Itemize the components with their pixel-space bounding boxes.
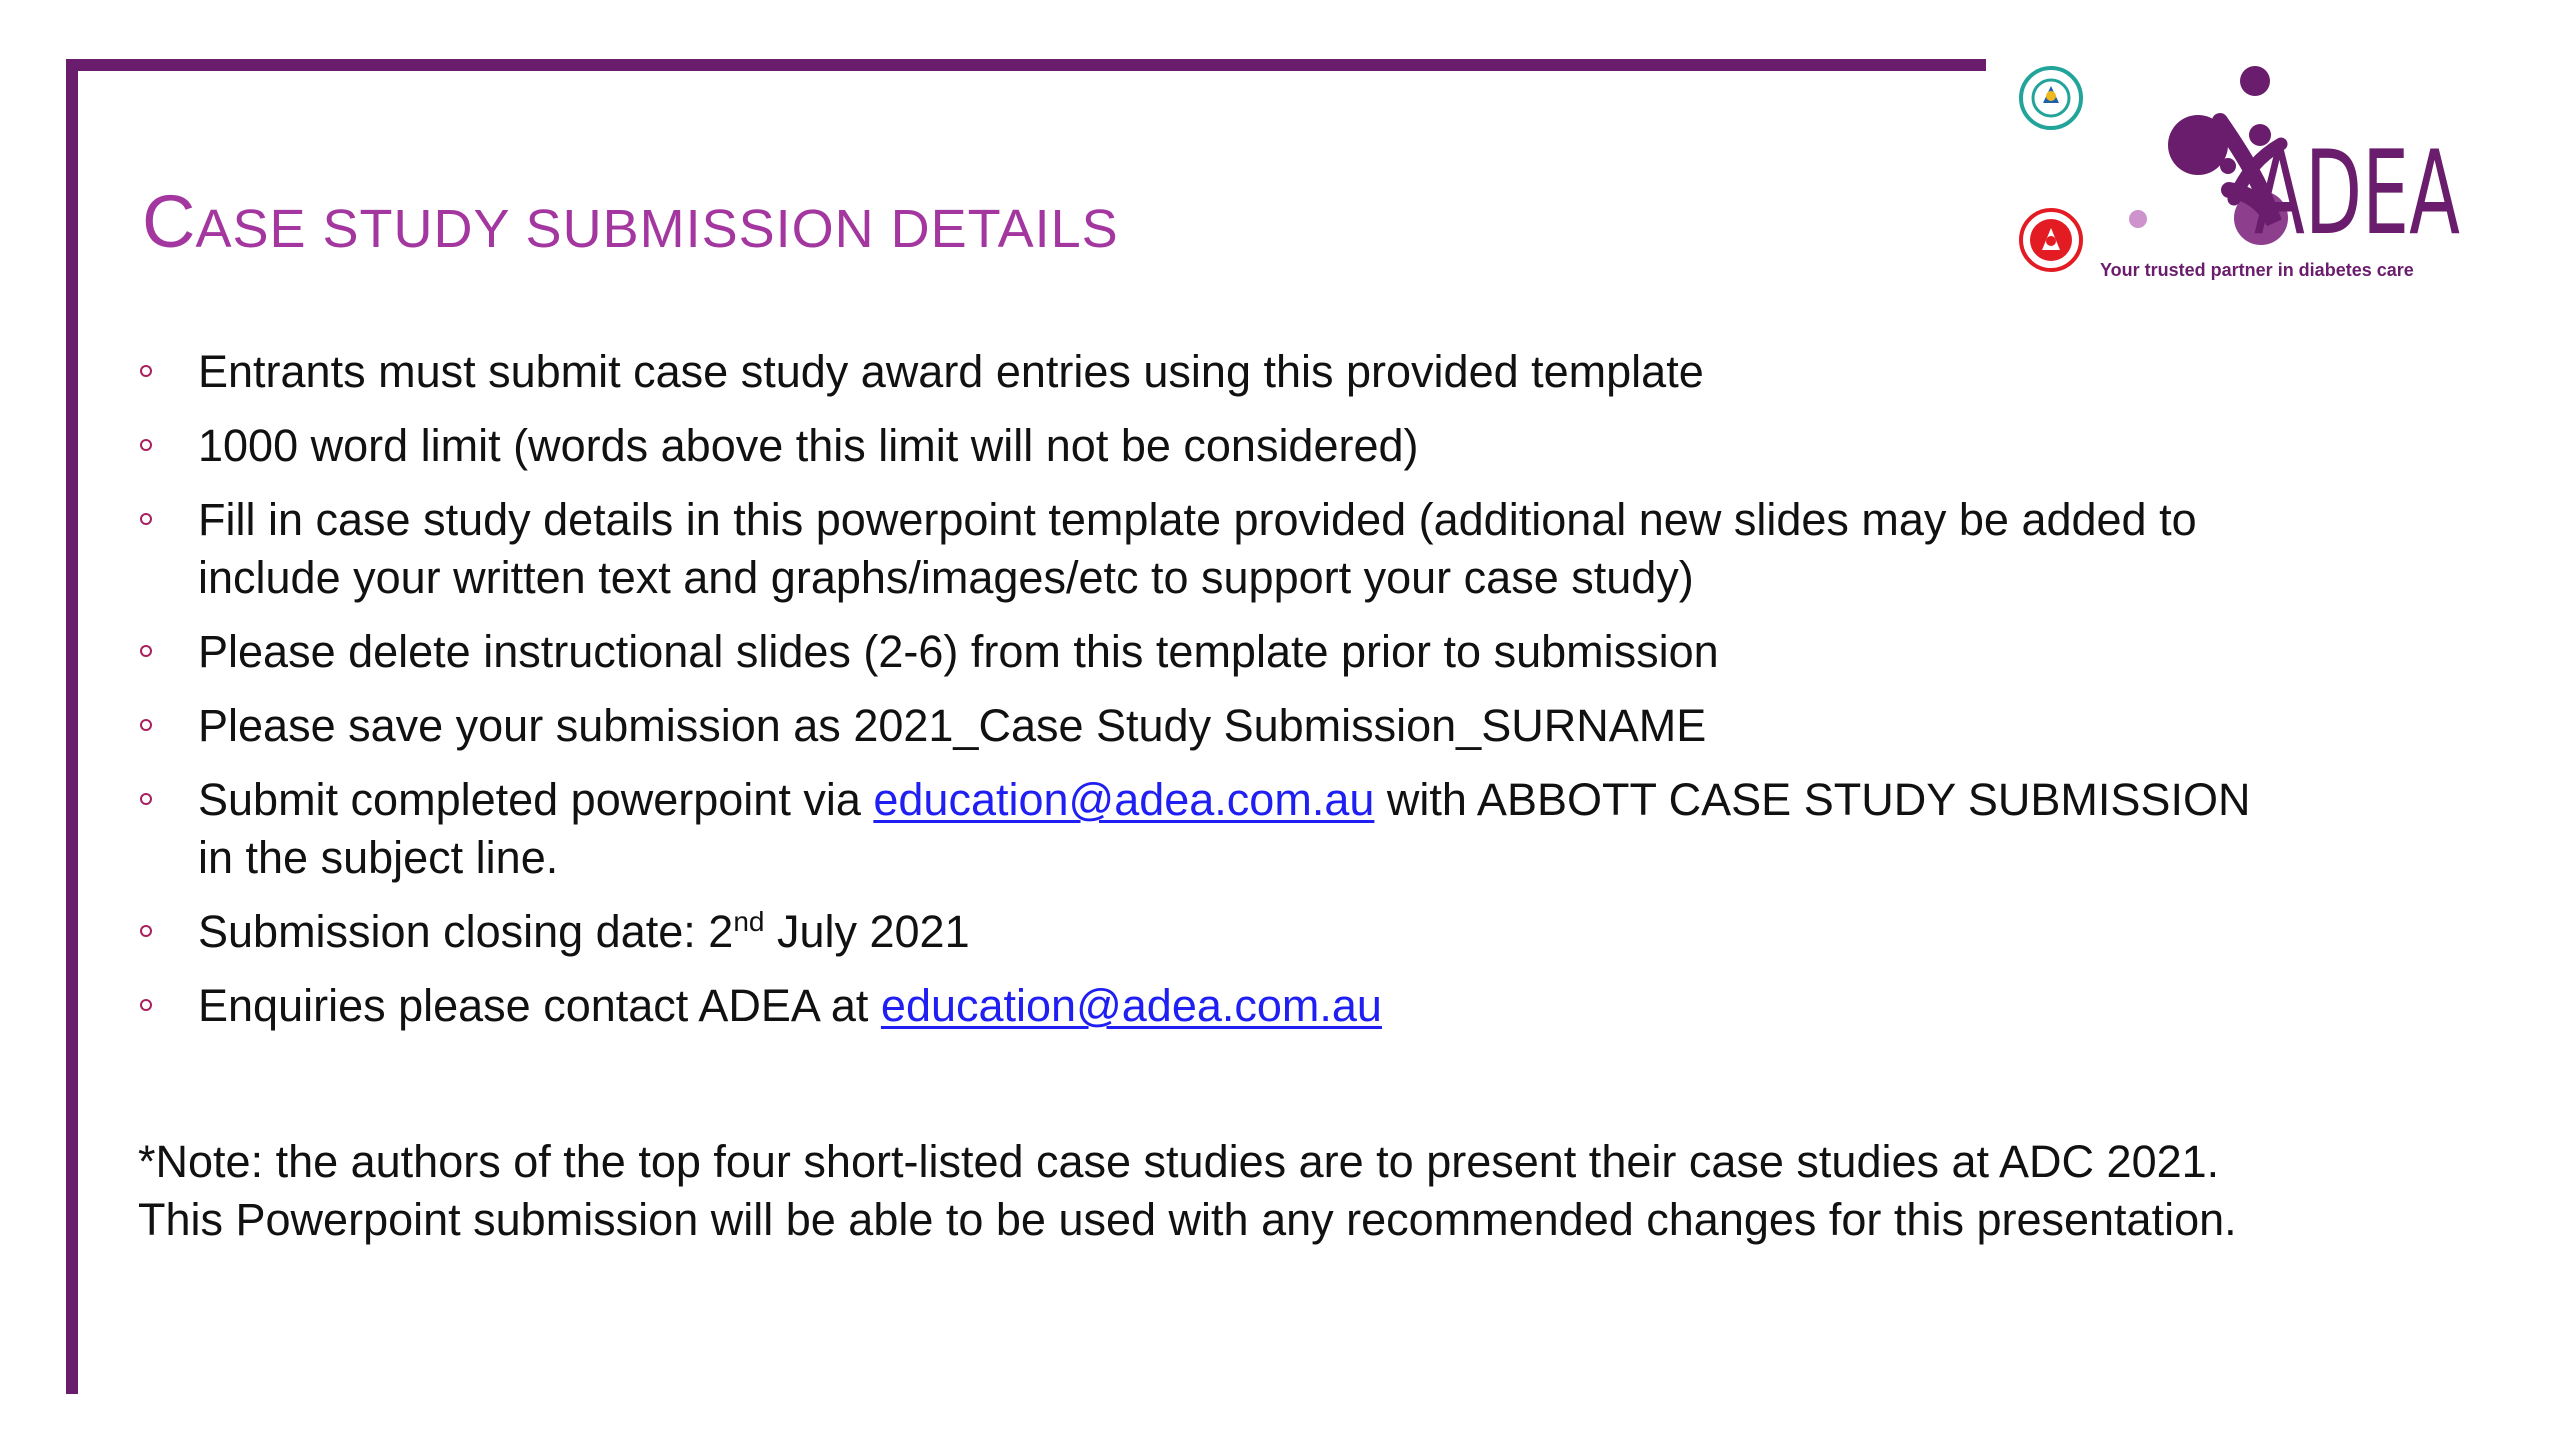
slide-title	[142, 178, 1119, 273]
svg-text:ADEA: ADEA	[2254, 126, 2460, 261]
circle-bullet-icon	[140, 439, 152, 451]
bullet-text	[198, 774, 2250, 883]
bullet-text: 1000 word limit (words above this limit will not be considered)	[198, 420, 1419, 471]
bullet-text	[198, 980, 1382, 1031]
closing-date-ordinal: nd	[733, 906, 765, 937]
list-item	[132, 977, 2272, 1035]
accreditation-badge-icon	[2021, 68, 2081, 128]
credentialed-educator-badge-icon	[2021, 210, 2081, 270]
bullet-text: Please save your submission as 2021_Case Study Submission_SURNAME	[198, 700, 1707, 751]
circle-bullet-icon	[140, 645, 152, 657]
list-item	[132, 697, 2272, 755]
enquiries-text: Enquiries please contact ADEA at	[198, 980, 881, 1031]
list-item	[132, 343, 2272, 401]
adea-logo-svg	[2008, 58, 2460, 288]
adea-logo	[2008, 58, 2460, 288]
slide-title-rest: ASE STUDY SUBMISSION DETAILS	[195, 199, 1119, 259]
closing-date-suffix: July 2021	[764, 906, 970, 957]
bullet-text-suffix: with ABBOTT CASE STUDY SUBMISSION in the subject line.	[198, 774, 2251, 883]
circle-bullet-icon	[140, 999, 152, 1011]
circle-bullet-icon	[140, 365, 152, 377]
submission-email-link[interactable]: education@adea.com.au	[873, 774, 1375, 825]
list-item	[132, 417, 2272, 475]
bullet-text: Please delete instructional slides (2-6) from this template prior to submission	[198, 626, 1719, 677]
adea-wordmark	[2100, 121, 2460, 280]
list-item	[132, 771, 2272, 887]
slide-frame-top-border	[66, 59, 1986, 71]
list-item	[132, 491, 2272, 607]
list-item	[132, 903, 2272, 961]
list-item	[132, 623, 2272, 681]
bullet-text: Fill in case study details in this powerpoint template provided (additional new slides may be added to include your written text and graphs/images/etc to support your case study)	[198, 494, 2197, 603]
enquiries-email-link[interactable]: education@adea.com.au	[880, 980, 1382, 1031]
presentation-note: *Note: the authors of the top four short-listed case studies are to present their case studies at ADC 2021. This Powerpoint submission will be able to be used with any recommended changes for this presentation.	[138, 1136, 2237, 1245]
bullet-text: Entrants must submit case study award entries using this provided template	[198, 346, 1704, 397]
adea-tagline: Your trusted partner in diabetes care	[2100, 260, 2414, 280]
circle-bullet-icon	[140, 513, 152, 525]
closing-date-prefix: Submission closing date: 2	[198, 906, 734, 957]
circle-bullet-icon	[140, 925, 152, 937]
slide-title-initial: C	[142, 180, 196, 263]
circle-bullet-icon	[140, 793, 152, 805]
slide-frame-left-border	[66, 59, 78, 1394]
bullet-text-prefix: Submit completed powerpoint via	[198, 774, 874, 825]
circle-bullet-icon	[140, 719, 152, 731]
submission-details-list	[132, 343, 2272, 1051]
bullet-text	[198, 906, 970, 957]
